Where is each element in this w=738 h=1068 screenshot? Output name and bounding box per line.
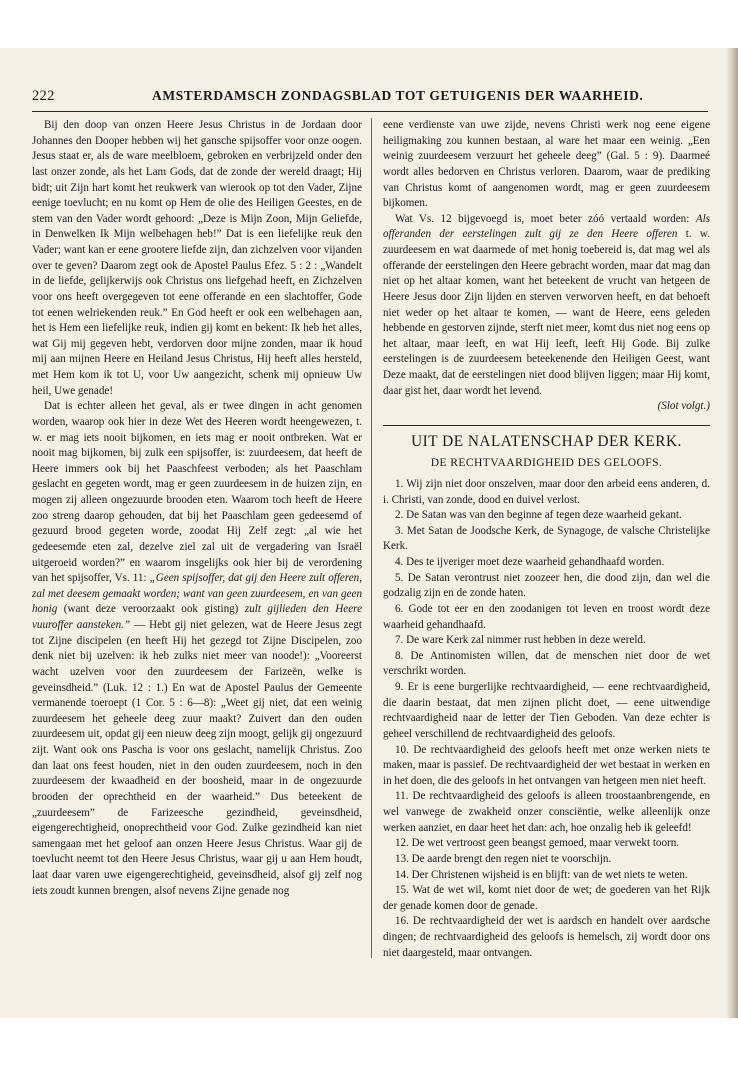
column-divider [371, 118, 372, 958]
paragraph-continuation: eene verdienste van uwe zijde, nevens Christi werk nog eene eigene heiligmaking zou kunnen bestaan, al ware het maar een weinig. „Een weinig zuurdeesem verzuurt het geheele deeg” (Gal. 5 : 9). Daarmeé wordt alles bedorven en Christus verloren. Daarom, waar de prediking van Christus komt of aangenomen wordt, mag er geen zuurdeesem bijkomen. [383, 119, 710, 210]
list-item: 6. Gode tot eer en den zoodanigen tot leven en troost wordt deze waarheid gehandhaafd. [383, 602, 710, 631]
list-item: 12. De wet vertroost geen beangst gemoed, maar verwekt toorn. [395, 837, 680, 850]
italic-quote: „Geen spijsoffer, dat gij den Heere zult offeren, zal met deesem gemaakt worden; want van geen zuurdeesem, en van geen honig [32, 572, 362, 616]
signoff-text: (Slot volgt.) [657, 400, 710, 413]
list-item: 16. De rechtvaardigheid der wet is aardsch en handelt over aardsche dingen; de rechtvaardigheid des geloofs is hemelsch, zij wordt door ons niet daargesteld, maar ontvangen. [383, 915, 710, 959]
italic-quote: zult gijlieden den Heere vuuroffer aansteken.” [32, 603, 362, 631]
section-subtitle: DE RECHTVAARDIGHEID DES GELOOFS. [430, 455, 663, 469]
right-column [383, 118, 710, 961]
italic-translation: Als offeranden der eerstelingen zult gij ze den Heere offeren [383, 212, 710, 241]
header-rule [32, 111, 708, 112]
running-title: AMSTERDAMSCH ZONDAGSBLAD TOT GETUIGENIS DER WAARHEID. [152, 88, 644, 103]
signoff [383, 399, 710, 415]
list-item: 13. De aarde brengt den regen niet te voorschijn. [395, 852, 612, 865]
list-item: 1. Wij zijn niet door onszelven, maar door den arbeid eens anderen, d. i. Christi, van zonde, dood en duivel verlost. [383, 477, 710, 506]
text-run: Dat is echter alleen het geval, als er twee dingen in acht genomen worden, waarop ook hier in deze Wet des Heeren wordt heengewezen, t. w. er mag iets nooit bijkomen, en iets mag er nooit ontbreken. Wat er nooit mag bijkomen, bij zulk een spijsoffer, is: zuurdeesem, dat heeft de Heere immers ook bij het Paaschfeest verboden; als het Paaschlam geslacht en gegeten wordt, mag er geen zuurdeesem in de huizen zijn, en mogen zij alleen ongezuurde brooden eten. Waarom toch heeft de Heere zoo streng daarop gehouden, dat bij het Paaschlam geen gedeesemd of gezuurd brood gegeten worde, zoodat Hij Zelf zegt: „al wie het gedeesemde eten zal, dezelve ziel zal uit de vergadering van Israël uitgeroeid worden?” en waarom insgelijks ook hier bij de verordening van het spijsoffer, Vs. 11: [32, 400, 362, 585]
list-item: 11. De rechtvaardigheid des geloofs is alleen troostaanbrengende, en wel vanwege de zwakheid onzer consciëntie, welke alleenlijk onze werken aanziet, en daar heet het dan: ach, hoe onzalig heb ik geleefd! [383, 790, 710, 834]
list-item: 4. Des te ijveriger moet deze waarheid gehandhaafd worden. [395, 556, 665, 568]
list-item: 7. De ware Kerk zal nimmer rust hebben in deze wereld. [395, 634, 646, 647]
page-edge-shadow [726, 48, 738, 1018]
list-item: 10. De rechtvaardigheid des geloofs heeft met onze werken niets te maken, maar is passief. De rechtvaardigheid der wet bestaat in werken en in het doen, die des geloofs in het ontvangen van hetgeen men niet heeft. [383, 743, 710, 787]
paragraph-doop: Bij den doop van onzen Heere Jesus Christus in de Jordaan door Johannes den Dooper hebben wij het gansche spijsoffer voor onze oogen. Jesus staat er, als de ware meelbloem, gebroken en verbrijzeld onder den last onzer zonde, als het Lam Gods, dat de zonde der wereld draagt; Hij bidt; uit Zijn hart komt het reukwerk van wierook op tot den Vader, Zijne eenige toevlucht; en nu komt op Hem de olie des Heiligen Geestes, en de stem van den Vader wordt gehoord: „Deze is Mijn Zoon, Mijn Geliefde, in Denwelken Ik Mijn welbehagen heb!” Dat is een liefelijke reuk den Vader; want kan er eene grootere liefde zijn, dan zichzelven voor vijanden over te geven? Daarom zegt ook de Apostel Paulus Efez. 5 : 2 : „Wandelt in de liefde, gelijkerwijs ook Christus ons liefgehad heeft, en Zichzelven voor ons heeft overgegeven tot eene offerande en een slachtoffer, Gode tot eenen welriekenden reuk.” En God heeft er ook een welbehagen aan, het is Hem een liefelijke reuk, indien gij komt en bekent: Ik heb het alles, wat Gij mij gegeven hebt, verdorven door mijne zonden, maar ik houd mij aan mijnen Heere en Heiland Jesus Christus, Hij heeft alles hersteld, met Hem kom ik tot U, voor Uw aangezicht, schenk mij opnieuw Uw heil, Uwe genade! [32, 119, 362, 397]
paragraph-zuurdeesem [32, 399, 362, 899]
list-item: 14. Der Christenen wijsheid is en blijft: van de wet niets te weten. [395, 868, 688, 881]
text-run: Wat Vs. 12 bijgevoegd is, moet beter zóó vertaald worden: [395, 212, 696, 225]
list-item: 2. De Satan was van den beginne af tegen deze waarheid gekant. [395, 509, 682, 522]
list-item: 3. Met Satan de Joodsche Kerk, de Synagoge, de valsche Christelijke Kerk. [383, 524, 710, 553]
left-column [32, 118, 362, 899]
numbered-list [383, 477, 710, 961]
list-item: 15. Wat de wet wil, komt niet door de wet; de goederen van het Rijk der genade komen door de genade. [383, 884, 710, 912]
text-run: t. w. zuurdeesem en wat daarmede of met honig toebereid is, dat mag wel als offerande der eerstelingen den Heere gebracht worden, maar dat mag dan niet op het altaar komen, want het beteekent de vrucht van hetgeen de Heere Jesus door Zijn lijden en sterven verworven heeft, en dat behoeft niet weder op het altaar te komen, — want de Heere, eens geleden hebbende en gestorven zijnde, sterft niet meer, komt dus niet nog eens op het altaar, maar leeft, en wat Hij leeft, leeft Hij Gode. Bij zulke eerstelingen is de zuurdeesem beteekenende den Heiligen Geest, want Deze maakt, dat de eerstelingen niet dood blijven liggen; maar Hij komt, daar gist het, daar wordt het levend. [383, 228, 710, 397]
text-run: — Hebt gij niet gelezen, wat de Heere Jesus zegt tot Zijne discipelen (en heeft Hij het gezegd tot Zijne Discipelen, zoo denk niet bij uzelven: ik heb zulks niet meer van noode!): „Vooreerst wacht uzelven voor den zuurdeesem der Farizeën, welke is geveinsdheid.” (Luk. 12 : 1.) En wat de Apostel Paulus der Gemeente vermanende toeroept (1 Cor. 5 : 6—8): „Weet gij niet, dat een weinig zuurdeesem het geheele deeg zuur maakt? Zuivert dan den ouden zuurdeesem uit, opdat gij een nieuw deeg zijn moogt, gelijk gij ongezuurd zijt. Want ook ons Pascha is voor ons geslacht, namelijk Christus. Zoo dan laat ons feest houden, niet in den ouden zuurdeesem, noch in den zuurdeesem der kwaadheid en der boosheid, maar in de ongezuurde brooden der oprechtheid en der waarheid.” Dus beteekent de „zuurdeesem” de Farizeesche gezindheid, geveinsdheid, eigengerechtigheid, onoprechtheid voor God. Zulke gezindheid kan niet samengaan met het geloof aan onzen Heere Jesus Christus. Waar gij de toevlucht neemt tot den Heere Jesus Christus, waar gij u aan Hem houdt, laat daar varen uwe eigengerechtigheid, geveinsdheid, alsof gij zelf nog iets zoudt kunnen brengen, alsof nevens Zijne genade nog [32, 619, 363, 897]
paragraph-vs12 [383, 212, 710, 400]
list-item: 9. Er is eene burgerlijke rechtvaardigheid, — eene rechtvaardigheid, die daarin bestaat, dat men zijnen plicht doet, — eene uitwendige rechtvaardigheid naar de letter der Tien Geboden. Van deze echter is geheel verschillend de rechtvaardigheid des geloofs. [383, 681, 710, 740]
section-title: UIT DE NALATENSCHAP DER KERK. [383, 425, 710, 452]
page-header [32, 88, 704, 108]
list-item: 5. De Satan verontrust niet zoozeer hen, die dood zijn, dan wel die godzalig zijn en de zonde haten. [383, 571, 710, 600]
page-number: 222 [32, 88, 55, 104]
list-item: 8. De Antinomisten willen, dat de menschen niet door de wet verschrikt worden. [383, 649, 710, 678]
text-run: (want deze veroorzaakt ook gisting) [57, 603, 245, 616]
